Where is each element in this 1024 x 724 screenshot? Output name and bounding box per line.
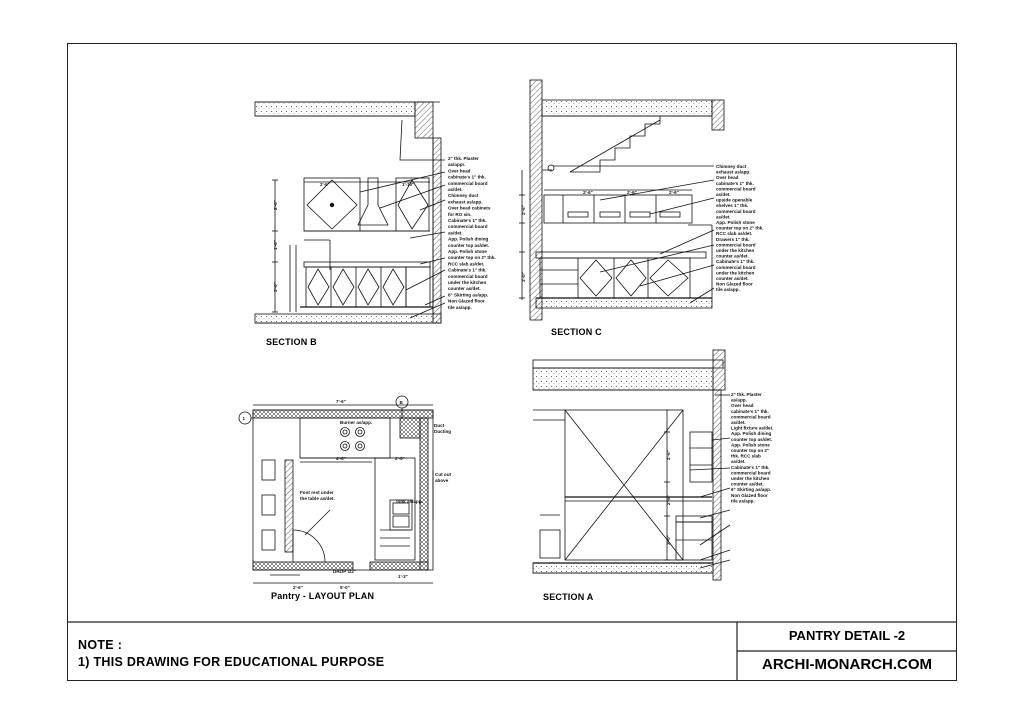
section-a-notes-line: thk. RCC slab [731, 453, 761, 459]
section-c-notes-line: commercial board [716, 186, 756, 192]
section-c-notes-line: as/det. [716, 214, 731, 220]
section-c-notes-line: App. Polish stone [716, 220, 755, 225]
section-c-notes-line: tile as/app. [716, 287, 740, 293]
section-b-notes-line: as/det. [448, 230, 463, 236]
dim-plan-b1: 2'-6" [293, 585, 303, 590]
dim-a-h1: 2'-6" [666, 450, 671, 460]
section-c-notes-line: counter top on 2" thk. [716, 225, 764, 231]
section-c-notes-line: Non Glazed floor [716, 281, 753, 287]
grid-bubble-b: B [399, 400, 403, 405]
section-b-notes-line: commercial board [448, 180, 488, 186]
section-b-notes-line: tile as/app. [448, 304, 472, 310]
section-b-notes [448, 156, 496, 310]
section-c-notes-line: as/det. [716, 192, 731, 197]
section-a-notes-line: commercial board [731, 470, 771, 476]
note-heading: NOTE : [78, 638, 123, 652]
dim-plan-b3: 1'-3" [398, 574, 408, 579]
dim-b-top: 2'-6" [320, 182, 330, 187]
dim-c-w3: 2'-6" [669, 190, 679, 195]
section-b-notes-line: counter as/det. [448, 286, 481, 292]
dim-plan-b2: 5'-0" [340, 585, 350, 590]
section-b-notes-line: RCC slab as/det. [448, 261, 485, 267]
dim-b-mid: 1'-10" [402, 182, 415, 187]
section-c-notes-line: RCC slab as/det. [716, 231, 753, 237]
section-c-notes-line: shelves 1" thk. [716, 203, 749, 209]
section-c-notes-line: commercial board [716, 208, 756, 214]
section-a-notes-line: commercial board [731, 414, 771, 420]
section-c-notes-line: cabinate's 1" thk. [716, 180, 754, 186]
section-b-notes-line: Over head cabinets [448, 205, 491, 211]
dim-c-h2: 3'-0" [521, 272, 526, 282]
section-c-notes-line: counter as/det. [716, 253, 749, 259]
section-b-notes-line: Non Glazed floor [448, 298, 485, 304]
section-a-notes-line: 6" Skirting as/app. [731, 487, 772, 493]
dim-c-w1: 2'-6" [583, 190, 593, 195]
section-b-notes-line: Cabinate's 1" thk. [448, 267, 487, 273]
section-a-notes-line: 2" thk. Plaster [731, 392, 762, 397]
section-b-notes-line: for RO sin. [448, 211, 472, 217]
note-line: 1) THIS DRAWING FOR EDUCATIONAL PURPOSE [78, 655, 385, 669]
section-c-notes [716, 164, 764, 292]
section-a-notes-line: Non Glazed floor [731, 492, 768, 498]
section-a-notes-line: App. Polish stone [731, 442, 770, 448]
section-b-notes-line: Over head [448, 168, 471, 174]
section-c-notes-line: Over head [716, 175, 739, 181]
dim-plan-w1: 4'-6" [336, 456, 346, 461]
section-b-notes-line: 6" Skirting as/app. [448, 292, 489, 298]
plan-sink-label: Sink as/app. [396, 499, 423, 504]
section-b-notes-line: App. Polish dining [448, 236, 489, 242]
dim-plan-w2: 2'-6" [395, 456, 405, 461]
plan-duct-label: Duct [434, 423, 445, 428]
section-a-notes-line: Light fixture as/det. [731, 425, 774, 431]
plan-ducting-label: Ducting [434, 429, 452, 434]
section-a-notes-line: as/det. [731, 459, 746, 465]
publisher-name: ARCHI-MONARCH.COM [762, 656, 932, 673]
section-a-notes-line: Cabinate's 1" thk. [731, 464, 770, 470]
section-a-notes-line: Over head [731, 403, 754, 409]
caption-layout-plan: Pantry - LAYOUT PLAN [271, 591, 375, 601]
section-b-notes-line: counter top as/det. [448, 242, 490, 248]
dim-c-h1: 2'-6" [521, 205, 526, 215]
section-c-notes-line: Chimney duct [716, 164, 747, 169]
section-c-notes-line: Cabinate's 1" thk. [716, 259, 755, 265]
section-b-notes-line: under the kitchen [448, 280, 487, 285]
section-b-notes-line: counter top on 2" thk. [448, 255, 496, 261]
section-a-notes-line: as/det. [731, 420, 746, 425]
section-b-notes-line: exhaust as/app. [448, 199, 483, 205]
caption-section-a: SECTION A [543, 592, 594, 602]
dim-a-h2: 2'-6" [666, 495, 671, 505]
section-c-drawing [519, 80, 724, 320]
plan-table-label: the table as/det. [300, 496, 335, 501]
dim-a-h3: 3'-0" [666, 535, 671, 545]
section-a-notes-line: counter top on 2" [731, 448, 770, 453]
caption-section-b: SECTION B [266, 337, 317, 347]
section-b-notes-line: Chimney duct [448, 193, 479, 199]
plan-drop-label: DROP 1/2" [333, 569, 357, 574]
plan-cutout-label: Cut out [435, 472, 452, 477]
section-c-notes-line: under the kitchen [716, 248, 755, 253]
section-b-notes-line: as/appr. [448, 162, 466, 168]
section-b-notes-line: Cabinate's 1" thk. [448, 218, 487, 223]
plan-burner-label: Burner as/app. [340, 420, 373, 425]
section-a-notes-line: counter as/det. [731, 481, 764, 487]
section-a-notes-line: tile as/app. [731, 498, 755, 504]
section-a-notes-line: as/app. [731, 397, 747, 403]
section-b-notes-line: commercial board [448, 224, 488, 230]
dim-plan-top: 7'-6" [336, 399, 346, 404]
section-b-notes-line: as/det. [448, 187, 463, 192]
section-c-notes-line: commercial board [716, 242, 756, 248]
section-a-notes-line: under the kitchen [731, 476, 770, 481]
grid-bubble-1: 1 [242, 416, 246, 421]
plan-above-label: above [435, 478, 449, 483]
layout-plan-drawing [239, 396, 433, 583]
section-a-notes [731, 392, 773, 503]
plan-footrest-label: Foot rest under [300, 490, 334, 495]
dim-b-h1: 2'-6" [273, 200, 278, 210]
section-c-notes-line: commercial board [716, 264, 756, 270]
sheet-title: PANTRY DETAIL -2 [788, 628, 906, 643]
dim-b-h3: 3'-0" [273, 282, 278, 292]
dim-b-h2: 1'-6" [273, 240, 278, 250]
section-a-notes-line: counter top as/det. [731, 436, 773, 442]
section-b-notes-line: cabinate's 1" thk. [448, 174, 486, 180]
caption-section-c: SECTION C [551, 327, 602, 337]
section-b-notes-line: commercial board [448, 273, 488, 279]
section-b-notes-line: 2" thk. Plaster [448, 156, 479, 161]
section-c-notes-line: Drawers 1" thk. [716, 236, 750, 242]
section-b-notes-line: App. Polish stone [448, 249, 487, 254]
section-a-notes-line: App. Polish dining [731, 431, 772, 437]
section-a-drawing [533, 350, 730, 580]
section-b-drawing [255, 102, 445, 323]
section-c-notes-line: exhaust as/app. [716, 169, 751, 175]
section-c-notes-line: counter as/det. [716, 276, 749, 281]
dim-c-w2: 2'-6" [627, 190, 637, 195]
section-c-notes-line: under the kitchen [716, 270, 755, 276]
section-c-notes-line: upside openable [716, 197, 753, 203]
section-a-notes-line: cabinate's 1" thk. [731, 408, 769, 414]
